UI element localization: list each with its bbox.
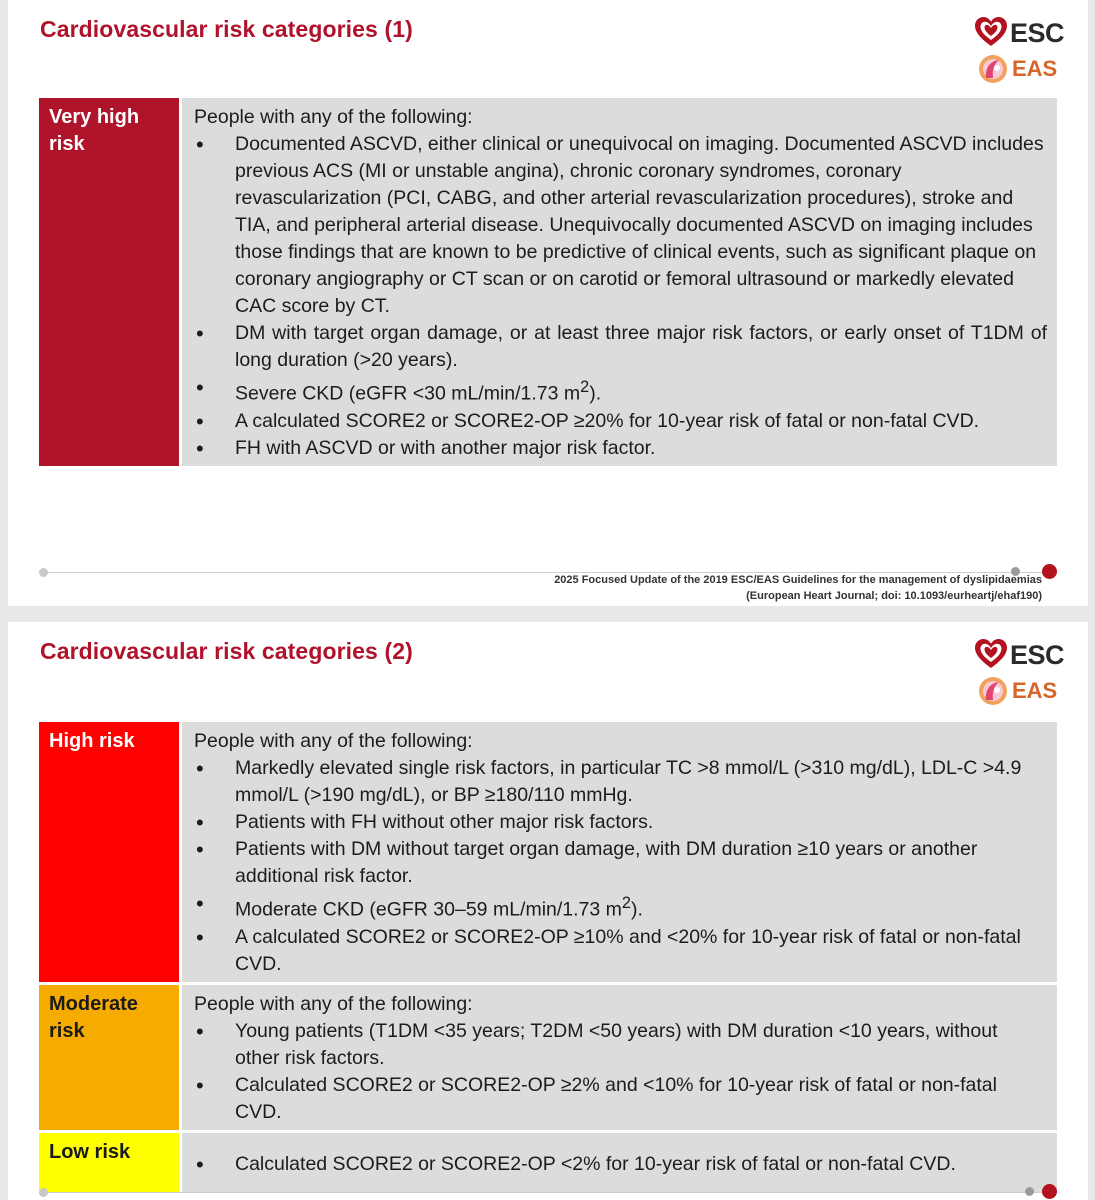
criteria-item: • Patients with FH without other major risk factors. [194, 809, 1047, 836]
esc-eas-logo [974, 14, 1070, 90]
eas-logo-icon [977, 676, 1009, 706]
criteria-item: • DM with target organ damage, or at least three major risk factors, or early onset of T1DM of long duration (>20 years). [194, 320, 1047, 374]
criteria-item: • A calculated SCORE2 or SCORE2-OP ≥10% and <20% for 10-year risk of fatal or non-fatal CVD. [194, 924, 1047, 978]
slide-1 [8, 0, 1088, 606]
risk-label-moderate: Moderate risk [39, 985, 179, 1130]
criteria-item: • Young patients (T1DM <35 years; T2DM <50 years) with DM duration <10 years, without other risk factors. [194, 1018, 1047, 1072]
criteria-intro: People with any of the following: [194, 730, 473, 752]
esc-eas-logo [974, 636, 1070, 712]
slide-title: Cardiovascular risk categories (1) [40, 16, 413, 42]
risk-row-very-high [39, 98, 1057, 466]
criteria-list [194, 755, 1047, 978]
criteria-list [194, 131, 1047, 462]
risk-criteria-moderate [182, 985, 1057, 1130]
citation-line-1: 2025 Focused Update of the 2019 ESC/EAS Guidelines for the management of dyslipidaemias [554, 574, 1042, 586]
criteria-item: • Markedly elevated single risk factors, in particular TC >8 mmol/L (>310 mg/dL), LDL-C >4.9 mmol/L (>190 mg/dL), or BP ≥180/110 mmHg. [194, 755, 1047, 809]
esc-logo-text: ESC [1010, 18, 1065, 48]
criteria-text: Moderate CKD (eGFR 30–59 mL/min/1.73 m [235, 898, 622, 921]
criteria-list [194, 1018, 1047, 1126]
criteria-item: • Calculated SCORE2 or SCORE2-OP ≥2% and <10% for 10-year risk of fatal or non-fatal CVD. [194, 1072, 1047, 1126]
criteria-item [194, 890, 1047, 924]
progress-start-dot [39, 1188, 48, 1197]
criteria-text-end: ). [630, 898, 643, 921]
risk-criteria-high [182, 722, 1057, 982]
citation-line-2: (European Heart Journal; doi: 10.1093/eurheartj/ehaf190) [746, 590, 1042, 602]
risk-label-low: Low risk [39, 1133, 179, 1193]
risk-criteria-low [182, 1133, 1057, 1193]
slide-title: Cardiovascular risk categories (2) [40, 638, 413, 664]
progress-line [44, 1192, 1048, 1193]
criteria-text: Severe CKD (eGFR <30 mL/min/1.73 m [235, 382, 581, 405]
risk-row-moderate [39, 985, 1057, 1130]
risk-label-very-high: Very high risk [39, 98, 179, 466]
criteria-item: • Calculated SCORE2 or SCORE2-OP <2% for 10-year risk of fatal or non-fatal CVD. [194, 1151, 1047, 1178]
criteria-intro: People with any of the following: [194, 992, 473, 1015]
criteria-text-end: ). [589, 382, 602, 405]
eas-logo-icon [977, 54, 1009, 84]
eas-logo-text: EAS [1012, 56, 1058, 81]
esc-heart-icon [974, 638, 1008, 670]
progress-end-dot [1042, 1184, 1057, 1199]
criteria-item: • FH with ASCVD or with another major risk factor. [194, 435, 1047, 462]
progress-marker-dot [1025, 1187, 1034, 1196]
progress-start-dot [39, 568, 48, 577]
risk-criteria-very-high [182, 98, 1057, 466]
criteria-item [194, 374, 1047, 408]
criteria-intro: People with any of the following: [194, 106, 473, 128]
eas-logo-text: EAS [1012, 678, 1058, 703]
criteria-item: • Documented ASCVD, either clinical or unequivocal on imaging. Documented ASCVD includes previous ACS (MI or unstable angina), chronic coronary syndromes, coronary revascularization (PCI, CABG, and other arterial revascularization procedures), stroke and TIA, and peripheral arterial disease. Unequivocally documented ASCVD on imaging includes those findings that are known to be predictive of clinical events, such as significant plaque on coronary angiography or CT scan or on carotid or femoral ultrasound or markedly elevated CAC score by CT. [194, 131, 1047, 320]
risk-table [39, 98, 1057, 466]
criteria-item: • Patients with DM without target organ damage, with DM duration ≥10 years or another additional risk factor. [194, 836, 1047, 890]
esc-logo-text: ESC [1010, 640, 1065, 670]
superscript: 2 [580, 378, 590, 396]
risk-row-high [39, 722, 1057, 982]
criteria-item: • A calculated SCORE2 or SCORE2-OP ≥20% for 10-year risk of fatal or non-fatal CVD. [194, 408, 1047, 435]
superscript: 2 [621, 894, 631, 912]
slide-2 [8, 622, 1088, 1200]
progress-end-dot [1042, 564, 1057, 579]
esc-heart-icon [974, 16, 1008, 48]
citation [554, 572, 1042, 604]
risk-label-high: High risk [39, 722, 179, 982]
risk-row-low [39, 1133, 1057, 1193]
risk-table [39, 722, 1057, 1193]
criteria-list [194, 1151, 1047, 1178]
